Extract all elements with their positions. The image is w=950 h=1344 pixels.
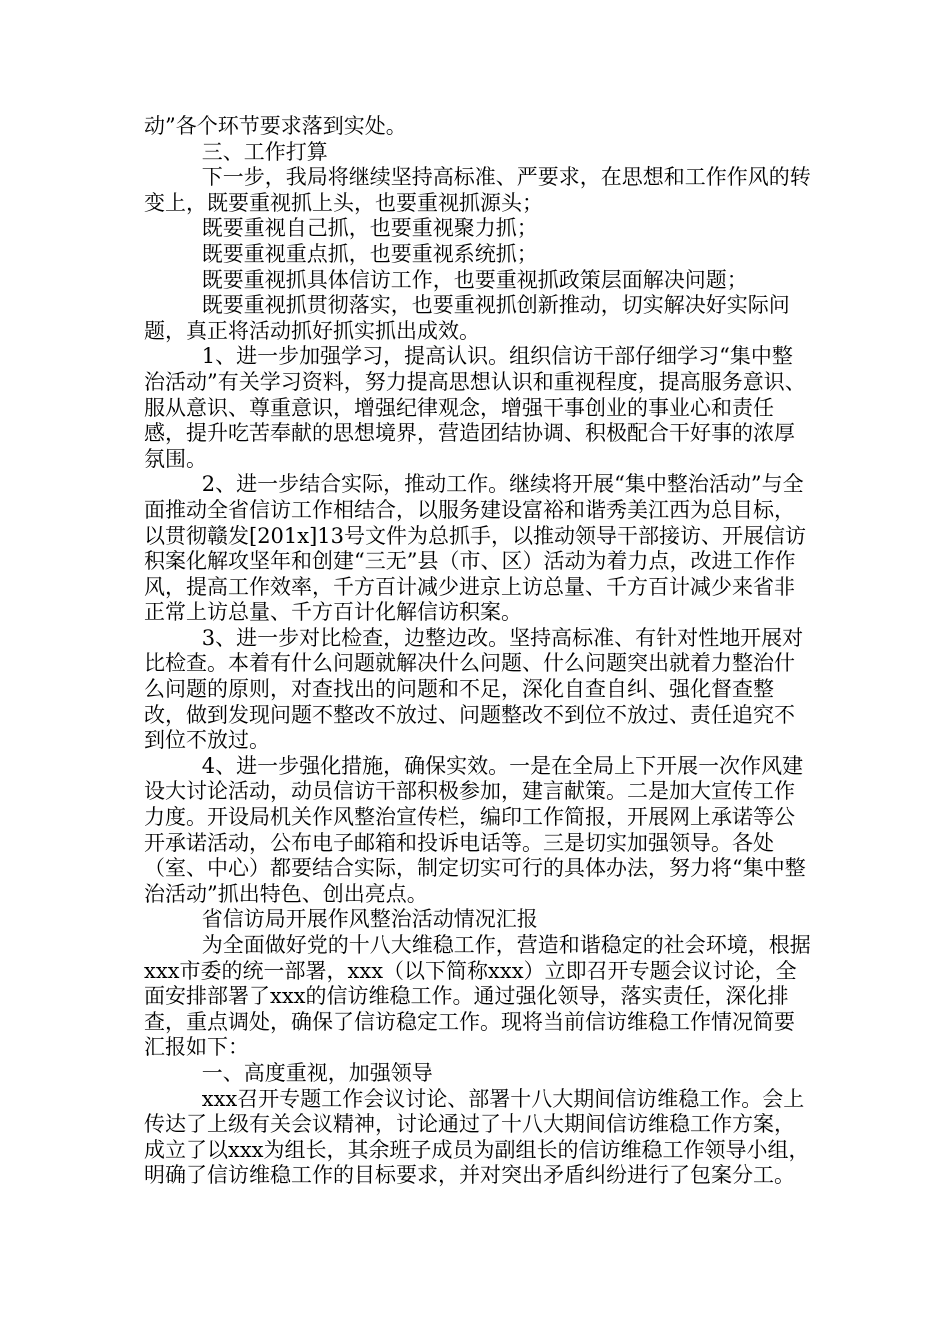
section-heading: 一、高度重视，加强领导 xyxy=(201,1060,433,1085)
paragraph: 下一步，我局将继续坚持高标准、严要求，在思想和工作作风的转变上，既要重视抓上头，也要重视抓源头； xyxy=(144,165,811,215)
report-title: 省信访局开展作风整治活动情况汇报 xyxy=(201,907,538,932)
list-item-1: 1、进一步加强学习，提高认识。组织信访干部仔细学习“集中整治活动”有关学习资料，努力提高思想认识和重视程度，提高服务意识、服从意识、尊重意识，增强纪律观念，增强干事创业的事业心和责任感，提升吃苦奉献的思想境界，营造团结协调、积极配合干好事的浓厚氛围。 xyxy=(144,344,806,471)
paragraph: 既要重视重点抓，也要重视系统抓； xyxy=(201,241,538,266)
paragraph-continuation: 动”各个环节要求落到实处。 xyxy=(144,114,407,138)
list-item-3: 3、进一步对比检查，边整边改。坚持高标准、有针对性地开展对比检查。本着有什么问题就解决什么问题、什么问题突出就着力整治什么问题的原则，对查找出的问题和不足，深化自查自纠、强化督查整改，做到发现问题不整改不放过、问题整改不到位不放过、责任追究不到位不放过。 xyxy=(144,625,804,753)
list-item-4: 4、进一步强化措施，确保实效。一是在全局上下开展一次作风建设大讨论活动，动员信访干部积极参加，建言献策。二是加大宣传工作力度。开设局机关作风整治宣传栏，编印工作简报，开展网上承诺等公开承诺活动，公布电子邮箱和投诉电话等。三是切实加强领导。各处（室、中心）都要结合实际，制定切实可行的具体办法，努力将“集中整治活动”抓出特色、创出亮点。 xyxy=(144,753,806,906)
paragraph: 既要重视抓贯彻落实，也要重视抓创新推动，切实解决好实际问题，真正将活动抓好抓实抓出成效。 xyxy=(144,293,790,343)
section-heading-work-plan: 三、工作打算 xyxy=(201,139,328,164)
paragraph: 既要重视自己抓，也要重视聚力抓； xyxy=(201,216,538,241)
paragraph: 既要重视抓具体信访工作，也要重视抓政策层面解决问题； xyxy=(201,267,748,292)
list-item-2: 2、进一步结合实际，推动工作。继续将开展“集中整治活动”与全面推动全省信访工作相结合，以服务建设富裕和谐秀美江西为总目标，以贯彻赣发[201x]13号文件为总抓手，以推动领导干部接访、开展信访积案化解攻坚年和创建“三无”县（市、区）活动为着力点，改进工作作风，提高工作效率，千方百计减少进京上访总量、千方百计减少来省非正常上访总量、千方百计化解信访积案。 xyxy=(144,472,807,625)
paragraph: xxx召开专题工作会议讨论、部署十八大期间信访维稳工作。会上传达了上级有关会议精神，讨论通过了十八大期间信访维稳工作方案，成立了以xxx为组长，其余班子成员为副组长的信访维稳工作领导小组，明确了信访维稳工作的目标要求，并对突出矛盾纠纷进行了包案分工。 xyxy=(144,1086,810,1188)
paragraph: 为全面做好党的十八大维稳工作，营造和谐稳定的社会环境，根据xxx市委的统一部署，xxx（以下简称xxx）立即召开专题会议讨论，全面安排部署了xxx的信访维稳工作。通过强化领导，落实责任，深化排查，重点调处，确保了信访稳定工作。现将当前信访维稳工作情况简要汇报如下： xyxy=(144,933,811,1060)
document-body xyxy=(144,114,812,1189)
